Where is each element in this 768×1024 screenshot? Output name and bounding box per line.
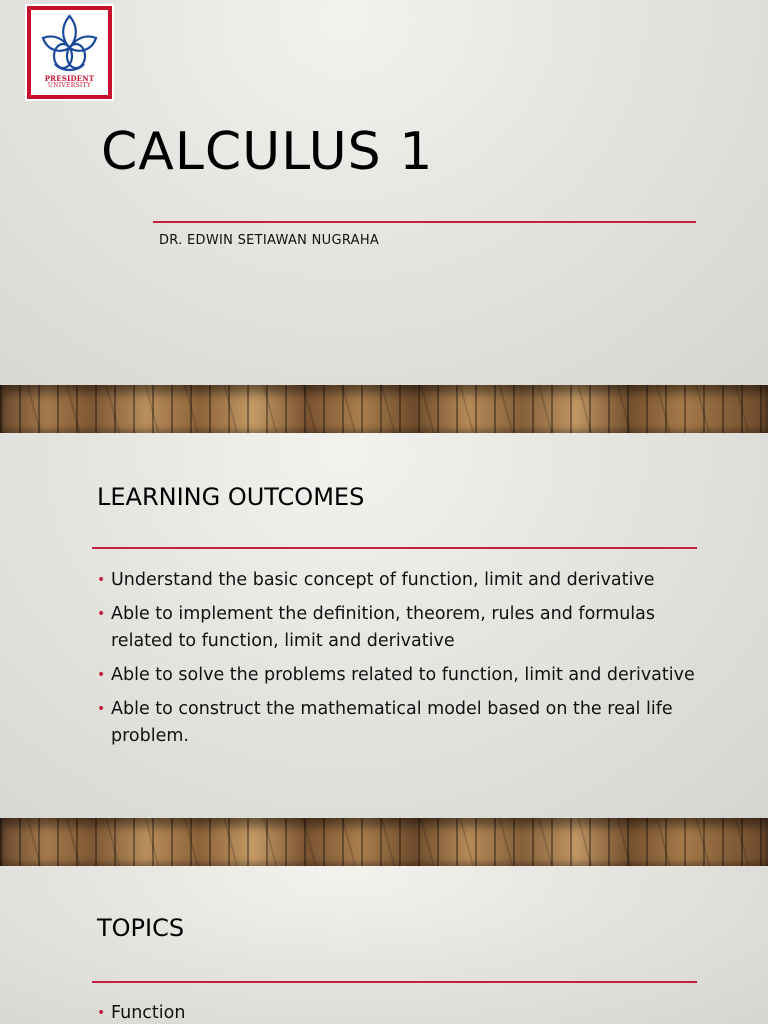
logo-text-university: UNIVERSITY: [47, 82, 92, 89]
wood-floor-divider: [0, 385, 768, 433]
bullet-icon: •: [97, 1005, 106, 1021]
slide-heading: TOPICS: [97, 914, 185, 942]
topics-list: [97, 1000, 717, 1024]
logo-text-president: PRESIDENT: [44, 74, 95, 83]
title-divider: [153, 221, 696, 223]
list-item-text: Able to construct the mathematical model based on the real life problem.: [111, 699, 673, 746]
heading-divider: [92, 981, 697, 983]
list-item: [97, 1000, 717, 1024]
title-slide: [0, 0, 768, 385]
president-university-logo: [25, 4, 114, 101]
bullet-icon: •: [97, 667, 106, 683]
author-name: DR. EDWIN SETIAWAN NUGRAHA: [159, 233, 380, 248]
bullet-icon: •: [97, 701, 106, 717]
heading-divider: [92, 547, 697, 549]
list-item-text: Able to implement the definition, theorem, rules and formulas related to function, limit and derivative: [111, 604, 656, 651]
list-item-text: Able to solve the problems related to function, limit and derivative: [111, 665, 695, 685]
bullet-icon: •: [97, 606, 106, 622]
learning-outcomes-slide: [0, 433, 768, 818]
outcomes-list: [97, 567, 717, 757]
list-item: [97, 601, 717, 655]
slide-title: CALCULUS 1: [101, 122, 434, 182]
list-item: [97, 567, 717, 594]
bullet-icon: •: [97, 572, 106, 588]
list-item: [97, 696, 717, 750]
list-item-text: Function: [111, 1003, 186, 1023]
list-item-text: Understand the basic concept of function, limit and derivative: [111, 570, 655, 590]
wood-floor-divider: [0, 818, 768, 866]
slide-heading: LEARNING OUTCOMES: [97, 483, 365, 511]
list-item: [97, 662, 717, 689]
topics-slide: [0, 866, 768, 1024]
